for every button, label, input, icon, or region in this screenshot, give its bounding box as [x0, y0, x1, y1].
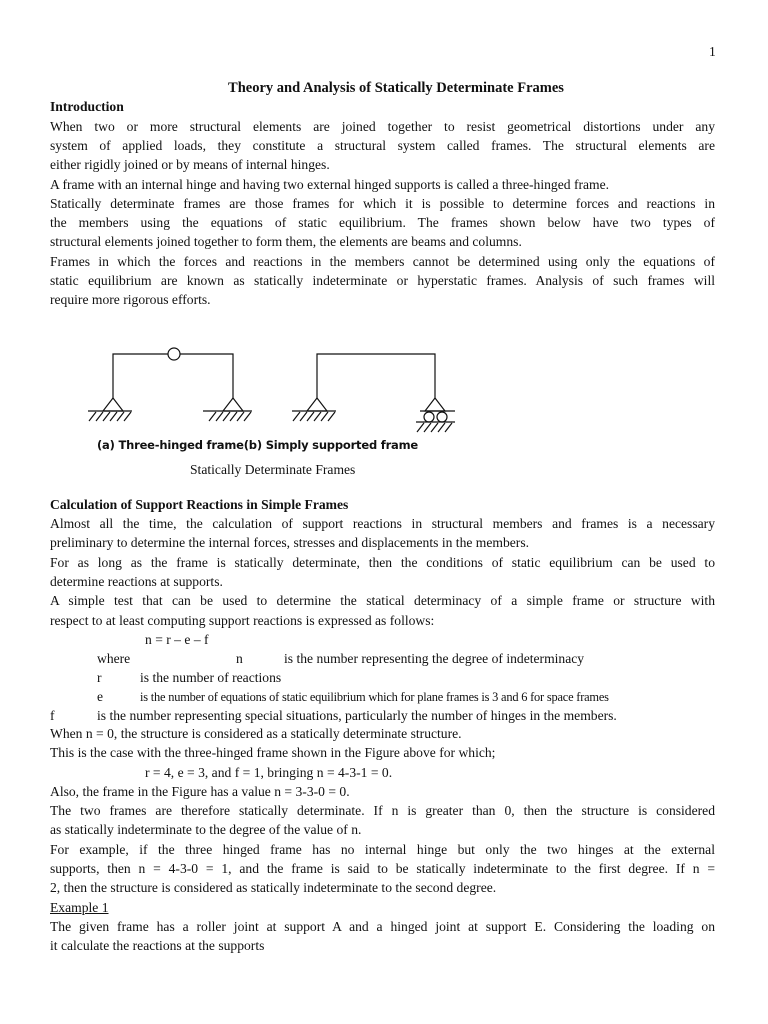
section-line: r = 4, e = 3, and f = 1, bringing n = 4-3-1 = 0.	[145, 765, 393, 780]
section-line: When n = 0, the structure is considered as a statically determinate structure.	[50, 726, 462, 741]
example-heading: Example 1	[50, 900, 109, 915]
section-heading: Calculation of Support Reactions in Simple Frames	[50, 497, 349, 512]
section-line: preliminary to determine the internal forces, stresses and displacements in the members.	[50, 535, 530, 550]
section-line: The two frames are therefore statically determinate. If n is greater than 0, then the structure is considered	[50, 803, 715, 818]
def-text: is the number representing the degree of indeterminacy	[284, 651, 585, 666]
def-symbol: n	[236, 651, 243, 666]
def-symbol: f	[50, 708, 55, 723]
intro-line: static equilibrium are known as statically indeterminate or hyperstatic frames. Analysis of such frames will	[50, 273, 715, 288]
section-line: For example, if the three hinged frame has no internal hinge but only the two hinges at the external	[50, 842, 715, 857]
section-line: 2, then the structure is considered as statically indeterminate to the second degree.	[50, 880, 497, 895]
intro-line: structural elements joined together to form them, the elements are beams and columns.	[50, 234, 522, 249]
def-symbol: r	[97, 670, 102, 685]
page-title: Theory and Analysis of Statically Determinate Frames	[228, 80, 564, 96]
section-line: respect to at least computing support reactions is expressed as follows:	[50, 613, 435, 628]
intro-line: either rigidly joined or by means of internal hinges.	[50, 157, 330, 172]
example-line: The given frame has a roller joint at support A and a hinged joint at support E. Considering the loading on	[50, 919, 715, 934]
three-hinged-frame	[88, 348, 252, 421]
figure-subcaption: (a) Three-hinged frame(b) Simply supported frame	[97, 438, 418, 452]
where-label: where	[97, 651, 131, 666]
section-line: determine reactions at supports.	[50, 574, 223, 589]
section-line: For as long as the frame is statically determinate, then the conditions of static equilibrium can be used to	[50, 555, 715, 570]
page-number: 1	[709, 44, 716, 59]
section-line: A simple test that can be used to determine the statical determinacy of a simple frame or structure with	[50, 593, 715, 608]
frames-figure	[0, 0, 768, 480]
def-text: is the number representing special situations, particularly the number of hinges in the members.	[97, 708, 617, 723]
figure-caption: Statically Determinate Frames	[190, 462, 356, 477]
section-line: supports, then n = 4-3-0 = 1, and the frame is said to be statically indeterminate to the first degree. If n =	[50, 861, 715, 876]
section-line: as statically indeterminate to the degree of the value of n.	[50, 822, 362, 837]
section-line: Almost all the time, the calculation of support reactions in structural members and frames is a necessary	[50, 516, 715, 531]
intro-line: the members using the equations of static equilibrium. The frames shown below have two types of	[50, 215, 715, 230]
intro-heading: Introduction	[50, 99, 124, 114]
intro-line: system of applied loads, they constitute a structural system called frames. The structural elements are	[50, 138, 715, 153]
formula: n = r – e – f	[145, 632, 209, 647]
example-line: it calculate the reactions at the supports	[50, 938, 265, 953]
simply-supported-frame	[292, 354, 455, 432]
intro-line: Frames in which the forces and reactions in the members cannot be determined using only the equations of	[50, 254, 715, 269]
intro-line: A frame with an internal hinge and having two external hinged supports is called a three-hinged frame.	[50, 177, 610, 192]
def-symbol: e	[97, 689, 104, 704]
intro-line: Statically determinate frames are those frames for which it is possible to determine forces and reactions in	[50, 196, 715, 211]
def-text: is the number of equations of static equilibrium which for plane frames is 3 and 6 for space frames	[140, 690, 609, 704]
section-line: Also, the frame in the Figure has a value n = 3-3-0 = 0.	[50, 784, 350, 799]
def-text: is the number of reactions	[140, 670, 282, 685]
intro-line: require more rigorous efforts.	[50, 292, 211, 307]
intro-line: When two or more structural elements are joined together to resist geometrical distortions under any	[50, 119, 715, 134]
section-line: This is the case with the three-hinged frame shown in the Figure above for which;	[50, 745, 496, 760]
